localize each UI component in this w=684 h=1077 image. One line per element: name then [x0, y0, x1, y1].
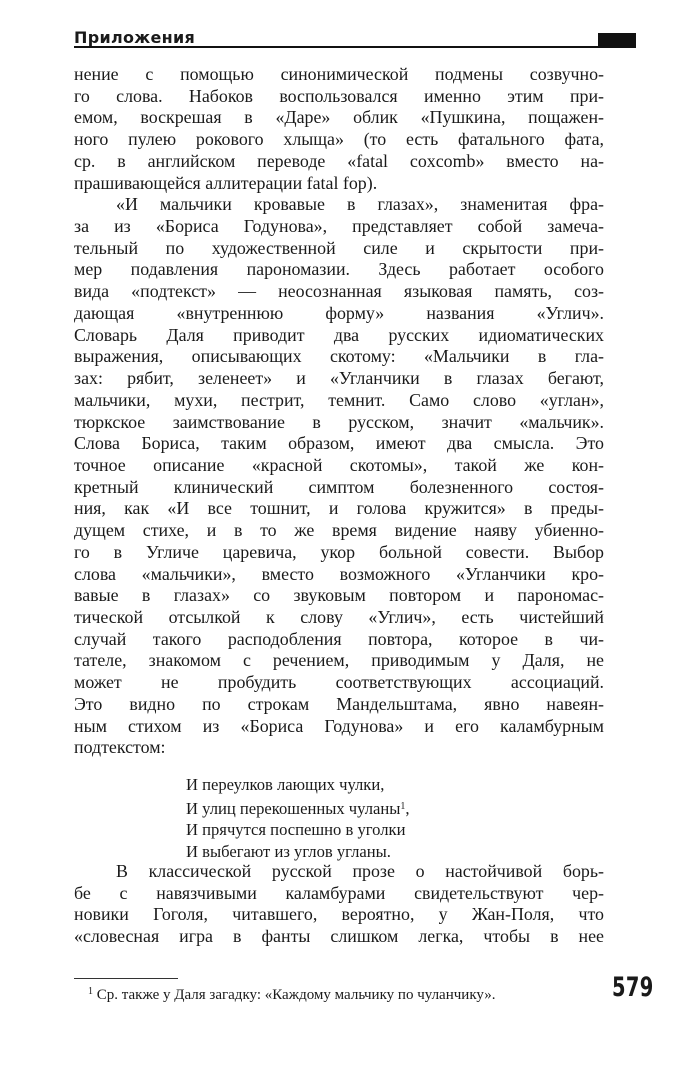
text-line: прашивающейся аллитерации fatal fop).	[74, 172, 378, 193]
text-line: вавые в глазах» со звуковым повтором и парономас-	[74, 585, 604, 606]
text-line: выражения, описывающих скотому: «Мальчики в гла-	[74, 346, 604, 367]
poem-quote	[186, 774, 410, 862]
text-line: может не пробудить соответствующих ассоциаций.	[74, 672, 604, 693]
text-line: Это видно по строкам Мандельштама, явно навеян-	[74, 693, 604, 714]
text-line: ср. в английском переводе «fatal coxcomb» вместо на-	[74, 150, 604, 171]
text-line: ного пулею рокового хлыща» (то есть фатального фата,	[74, 129, 604, 150]
header-block	[598, 33, 636, 48]
text-line: нение с помощью синонимической подмены созвучно-	[74, 64, 604, 84]
text-line: ния, как «И все тошнит, и голова кружится» в преды-	[74, 498, 604, 519]
footnote-text: Ср. также у Даля загадку: «Каждому мальчику по чуланчику».	[96, 987, 496, 1003]
text-line: ным стихом из «Бориса Годунова» и его каламбурным	[74, 715, 604, 736]
text-line: подтекстом:	[74, 737, 166, 758]
paragraph-3	[74, 861, 604, 948]
text-line: го слова. Набоков воспользовался именно этим при-	[74, 85, 604, 106]
text-line: тюркское заимствование в русском, значит «мальчик».	[74, 411, 604, 432]
text-line: тельный по художественной силе и скрытости при-	[74, 237, 604, 258]
footnote-separator	[74, 978, 178, 979]
text-line: емом, воскрешая в «Даре» облик «Пушкина, пощажен-	[74, 107, 604, 128]
text-line: точное описание «красной скотомы», такой же кон-	[74, 454, 604, 475]
paragraph-2	[74, 194, 604, 759]
text-line: дущем стихе, и в то же время видение наяву убиенно-	[74, 520, 604, 541]
text-line: вида «подтекст» — неосознанная языковая память, соз-	[74, 281, 604, 302]
text-line: Слова Бориса, таким образом, имеют два смысла. Это	[74, 433, 604, 454]
text-line: зах: рябит, зеленеет» и «Угланчики в глазах бегают,	[74, 368, 604, 389]
text-line: В классической русской прозе о настойчивой борь-	[116, 861, 604, 881]
running-header	[74, 26, 636, 50]
header-rule	[74, 46, 598, 48]
poem-verse: И выбегают из углов угланы.	[186, 841, 391, 861]
text-line: мальчики, мухи, пестрит, темнит. Само слово «углан»,	[74, 389, 604, 410]
footnote-reference: 1	[400, 800, 406, 812]
text-line: за из «Бориса Годунова», представляет собой замеча-	[74, 216, 604, 237]
poem-verse: И прячутся поспешно в уголки	[186, 820, 406, 839]
footnote	[88, 986, 496, 1004]
text-line: слова «мальчики», вместо возможного «Угланчики кро-	[74, 563, 604, 584]
text-line: мер подавления парономазии. Здесь работает особого	[74, 259, 604, 280]
text-line: тической отсылкой к слову «Углич», есть чистейший	[74, 606, 604, 627]
paragraph-1	[74, 64, 604, 194]
main-text	[74, 64, 604, 759]
text-line: бе с навязчивыми каламбурами свидетельствуют чер-	[74, 882, 604, 903]
poem-verse: И переулков лающих чулки,	[186, 775, 385, 794]
text-line: го в Угличе царевича, укор больной совести. Выбор	[74, 541, 604, 562]
text-line: тателе, знакомом с речением, приводимым у Даля, не	[74, 650, 604, 671]
text-line: Словарь Даля приводит два русских идиоматических	[74, 324, 604, 345]
section-title: Приложения	[74, 28, 196, 47]
text-line: случай такого расподобления повтора, которое в чи-	[74, 628, 604, 649]
poem-verse-text: И улиц перекошенных чуланы	[186, 798, 401, 818]
text-line: «И мальчики кровавые в глазах», знаменитая фра-	[116, 194, 604, 215]
text-line: дающая «внутреннюю форму» названия «Углич».	[74, 302, 604, 323]
footnote-marker: 1	[88, 986, 93, 997]
text-line: новики Гоголя, читавшего, вероятно, у Жан-Поля, что	[74, 904, 604, 925]
text-line: «словесная игра в фанты слишком легка, чтобы в нее	[74, 926, 604, 947]
poem-verse: И улиц перекошенных чуланы$^1$,	[186, 798, 410, 818]
text-line: кретный клинический симптом болезненного состоя-	[74, 476, 604, 497]
page-number: 579	[612, 972, 654, 1003]
